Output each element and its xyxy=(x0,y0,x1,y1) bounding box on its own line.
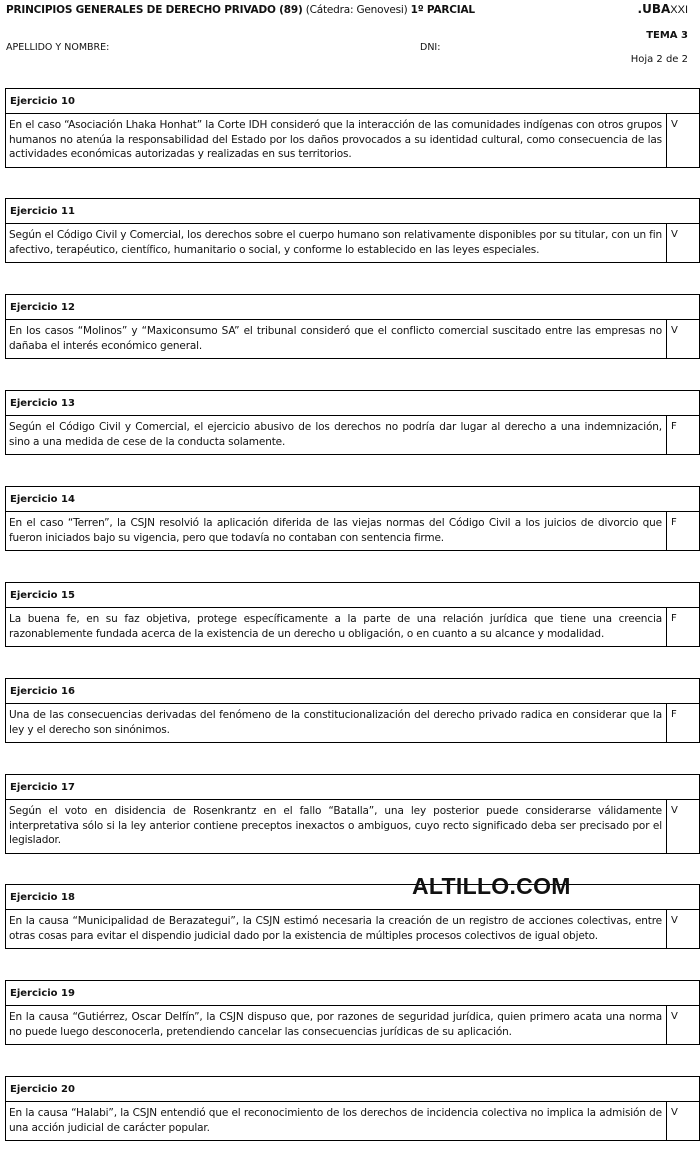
exercise-statement: En la causa “Halabi”, la CSJN entendió que el reconocimiento de los derechos de incidencia colectiva no implica la admisión de una acción judicial de carácter popular. xyxy=(6,1102,667,1140)
exercise-statement: En la causa “Gutiérrez, Oscar Delfín”, la CSJN dispuso que, por razones de seguridad jurídica, quien primero acata una norma no puede luego desconocerla, pretendiendo cancelar las consecuencias jurídicas de su aplicación. xyxy=(6,1006,667,1044)
exercise-title: Ejercicio 13 xyxy=(6,391,699,416)
uba-logo xyxy=(638,2,688,16)
exercise-title: Ejercicio 19 xyxy=(6,981,699,1006)
parcial-label: 1º PARCIAL xyxy=(410,4,475,16)
exercise-title: Ejercicio 14 xyxy=(6,487,699,512)
name-label: APELLIDO Y NOMBRE: xyxy=(6,42,110,53)
exercise-answer: V xyxy=(671,1107,678,1118)
uba-logo-light: XXI xyxy=(670,4,688,16)
exercise-20 xyxy=(5,1076,700,1141)
exercise-answer: F xyxy=(671,709,677,720)
exercise-statement: En la causa “Municipalidad de Berazategui”, la CSJN estimó necesaria la creación de un registro de acciones colectivas, entre otras cosas para evitar el dispendio judicial dado por la existencia de múltiples procesos colectivos de igual objeto. xyxy=(6,910,667,948)
exercise-answer: V xyxy=(671,325,678,336)
exercise-statement: En el caso “Terren”, la CSJN resolvió la aplicación diferida de las viejas normas del Código Civil a los juicios de divorcio que fueron iniciados bajo su vigencia, pero que todavía no contaban con sentencia firme. xyxy=(6,512,667,550)
exercise-10 xyxy=(5,88,700,168)
catedra-label: (Cátedra: Genovesi) xyxy=(305,4,408,16)
exercise-answer: F xyxy=(671,613,677,624)
exercise-answer: V xyxy=(671,1011,678,1022)
exercise-19 xyxy=(5,980,700,1045)
exercise-title: Ejercicio 11 xyxy=(6,199,699,224)
exercise-answer: V xyxy=(671,229,678,240)
exercise-statement: Según el voto en disidencia de Rosenkrantz en el fallo “Batalla”, una ley posterior puede considerarse válidamente interpretativa sólo si la ley anterior contiene preceptos inexactos o ambiguos, cuyo recto significado deba ser precisado por el legislador. xyxy=(6,800,667,853)
exercise-statement: Según el Código Civil y Comercial, los derechos sobre el cuerpo humano son relativamente disponibles por su titular, con un fin afectivo, terapéutico, científico, humanitario o social, y conforme lo establecido en las leyes especiales. xyxy=(6,224,667,262)
exercise-answer: F xyxy=(671,421,677,432)
page-indicator: Hoja 2 de 2 xyxy=(630,54,688,65)
uba-logo-bold: .UBA xyxy=(637,2,671,16)
exercise-12 xyxy=(5,294,700,359)
exercise-15 xyxy=(5,582,700,647)
exercise-title: Ejercicio 12 xyxy=(6,295,699,320)
exercise-16 xyxy=(5,678,700,743)
exercise-answer: V xyxy=(671,915,678,926)
exercise-title: Ejercicio 18 xyxy=(6,885,699,910)
exercise-answer: V xyxy=(671,119,678,130)
exercise-statement: Una de las consecuencias derivadas del fenómeno de la constitucionalización del derecho privado radica en considerar que la ley y el derecho son sinónimos. xyxy=(6,704,667,742)
exercise-14 xyxy=(5,486,700,551)
exercise-statement: Según el Código Civil y Comercial, el ejercicio abusivo de los derechos no podría dar lugar al derecho a una indemnización, sino a una medida de cese de la conducta solamente. xyxy=(6,416,667,454)
exercise-answer: V xyxy=(671,805,678,816)
exam-title xyxy=(6,4,475,16)
exercise-18 xyxy=(5,884,700,949)
altillo-watermark: ALTILLO.COM xyxy=(412,873,571,899)
exercise-title: Ejercicio 20 xyxy=(6,1077,699,1102)
exercise-title: Ejercicio 16 xyxy=(6,679,699,704)
course-name: PRINCIPIOS GENERALES DE DERECHO PRIVADO (89) xyxy=(6,4,303,16)
exercise-13 xyxy=(5,390,700,455)
tema-label: TEMA 3 xyxy=(646,30,688,41)
exercise-11 xyxy=(5,198,700,263)
exercise-title: Ejercicio 15 xyxy=(6,583,699,608)
exercise-statement: En los casos “Molinos” y “Maxiconsumo SA” el tribunal consideró que el conflicto comercial suscitado entre las empresas no dañaba el interés económico general. xyxy=(6,320,667,358)
exercise-statement: La buena fe, en su faz objetiva, protege específicamente a la parte de una relación jurídica que tiene una creencia razonablemente fundada acerca de la existencia de un derecho u obligación, o en cuanto a su alcance y modalidad. xyxy=(6,608,667,646)
exercise-answer: F xyxy=(671,517,677,528)
exercise-statement: En el caso “Asociación Lhaka Honhat” la Corte IDH consideró que la interacción de las comunidades indígenas con otros grupos humanos no atenúa la responsabilidad del Estado por los daños provocados a su identidad cultural, como consecuencia de las actividades económicas autorizadas y realizadas en sus territorios. xyxy=(6,114,667,167)
dni-label: DNI: xyxy=(420,42,441,53)
exercise-17 xyxy=(5,774,700,854)
exercise-title: Ejercicio 17 xyxy=(6,775,699,800)
exercise-title: Ejercicio 10 xyxy=(6,89,699,114)
